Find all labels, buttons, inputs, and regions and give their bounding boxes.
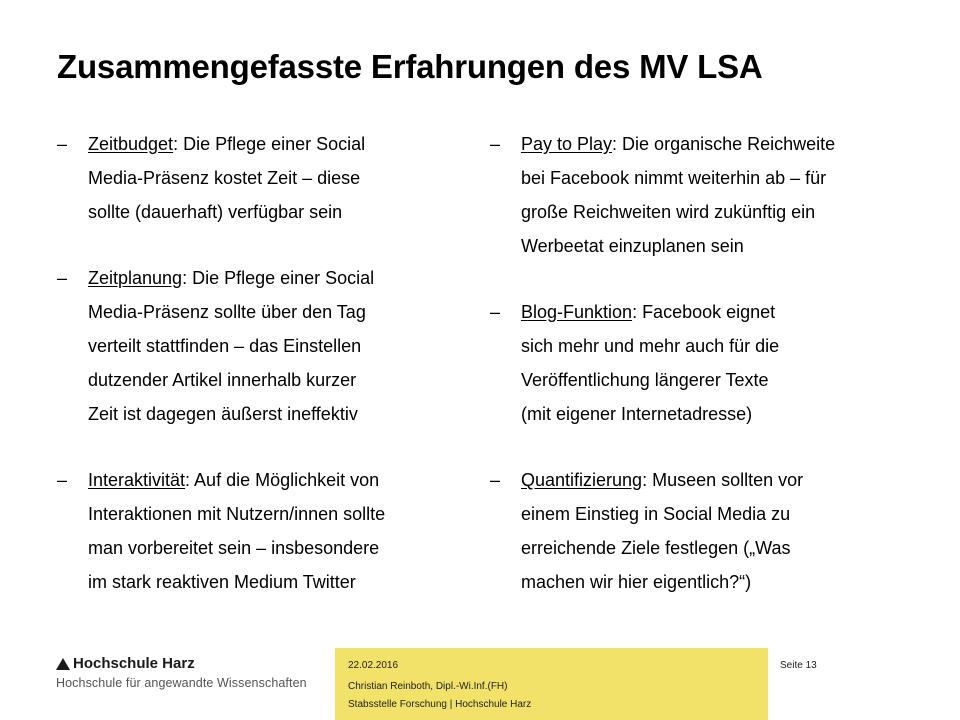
bullet-dash: – — [57, 134, 68, 154]
footer-date: 22.02.2016 — [348, 660, 399, 671]
bullet-line: bei Facebook nimmt weiterhin ab – für — [521, 168, 827, 188]
bullet-line: (mit eigener Internetadresse) — [521, 404, 753, 424]
triangle-logo-icon — [56, 658, 70, 670]
bullet-keyword: Zeitplanung — [88, 268, 183, 288]
bullet-line: erreichende Ziele festlegen („Was — [521, 538, 791, 558]
bullet-dash: – — [57, 470, 68, 490]
bullet-line: große Reichweiten wird zukünftig ein — [521, 202, 816, 222]
bullet-line: : Museen sollten vor — [642, 470, 804, 490]
bullet-item — [57, 127, 457, 229]
bullet-line: machen wir hier eigentlich?“) — [521, 572, 752, 592]
logo-subtitle: Hochschule für angewandte Wissenschaften — [56, 676, 307, 690]
bullet-text — [88, 261, 457, 431]
bullet-line: Media-Präsenz sollte über den Tag — [88, 302, 366, 322]
bullet-item — [57, 463, 457, 599]
footer-author: Christian Reinboth, Dipl.-Wi.Inf.(FH) — [348, 681, 508, 692]
bullet-dash: – — [490, 302, 501, 322]
bullet-line: : Auf die Möglichkeit von — [185, 470, 380, 490]
bullet-line: : Die Pflege einer Social — [173, 134, 366, 154]
bullet-keyword: Pay to Play — [521, 134, 613, 154]
bullet-line: einem Einstieg in Social Media zu — [521, 504, 791, 524]
bullet-text — [521, 127, 930, 263]
university-logo — [56, 655, 307, 690]
slide-title: Zusammengefasste Erfahrungen des MV LSA — [57, 48, 763, 85]
bullet-line: : Die Pflege einer Social — [182, 268, 375, 288]
bullet-keyword: Interaktivität — [88, 470, 186, 490]
bullet-line: man vorbereitet sein – insbesondere — [88, 538, 380, 558]
right-column — [490, 127, 930, 631]
footer-info-box — [335, 648, 768, 720]
bullet-line: Veröffentlichung längerer Texte — [521, 370, 769, 390]
bullet-item — [490, 127, 930, 263]
bullet-keyword: Blog-Funktion — [521, 302, 633, 322]
footer-department: Stabsstelle Forschung | Hochschule Harz — [348, 699, 532, 710]
bullet-dash: – — [490, 470, 501, 490]
bullet-line: sollte (dauerhaft) verfügbar sein — [88, 202, 343, 222]
bullet-keyword: Zeitbudget — [88, 134, 174, 154]
bullet-line: : Facebook eignet — [632, 302, 776, 322]
bullet-line: Media-Präsenz kostet Zeit – diese — [88, 168, 361, 188]
bullet-item — [490, 295, 930, 431]
page-number: Seite 13 — [780, 660, 817, 671]
left-column — [57, 127, 457, 631]
bullet-dash: – — [490, 134, 501, 154]
bullet-keyword: Quantifizierung — [521, 470, 643, 490]
bullet-line: Interaktionen mit Nutzern/innen sollte — [88, 504, 386, 524]
bullet-text — [521, 295, 930, 431]
bullet-line: Werbeetat einzuplanen sein — [521, 236, 744, 256]
bullet-dash: – — [57, 268, 68, 288]
bullet-line: verteilt stattfinden – das Einstellen — [88, 336, 362, 356]
bullet-line: Zeit ist dagegen äußerst ineffektiv — [88, 404, 358, 424]
bullet-text — [88, 463, 457, 599]
bullet-item — [490, 463, 930, 599]
bullet-line: : Die organische Reichweite — [612, 134, 836, 154]
bullet-item — [57, 261, 457, 431]
logo-name: Hochschule Harz — [73, 655, 195, 672]
bullet-line: dutzender Artikel innerhalb kurzer — [88, 370, 357, 390]
bullet-line: sich mehr und mehr auch für die — [521, 336, 780, 356]
bullet-text — [88, 127, 457, 229]
bullet-line: im stark reaktiven Medium Twitter — [88, 572, 356, 592]
bullet-text — [521, 463, 930, 599]
